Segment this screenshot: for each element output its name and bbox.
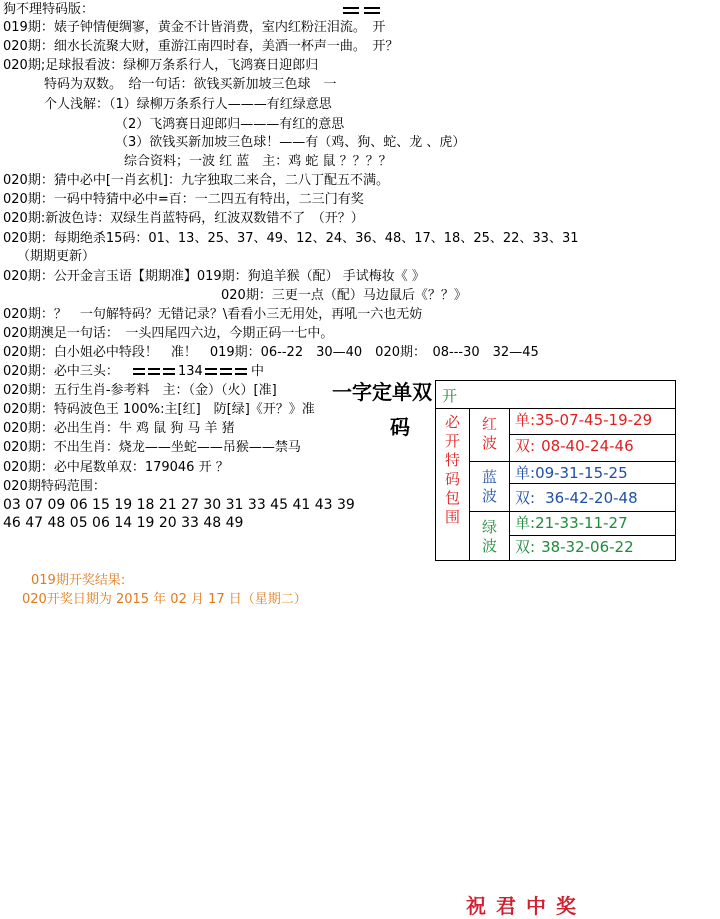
decor-dashes	[364, 7, 380, 14]
footer-blessing: 祝君中奖	[466, 894, 586, 918]
text-line: 020期：三更一点（配）马边鼠后《？？》	[221, 288, 467, 303]
text-line: 020期：特码波色王 100%:主[红] 防[绿]《开？》准	[3, 402, 315, 417]
odd-value: 35-07-45-19-29	[535, 411, 653, 429]
number-row: 46 47 48 05 06 14 19 20 33 48 49	[3, 515, 244, 531]
side-label: 必开特码包围	[436, 409, 470, 560]
text-line: 020期：一码中特猜中必中=百：一二四五有特出，二三门有奖	[3, 192, 364, 207]
text-line: 134	[178, 364, 203, 379]
odd-key: 单:	[515, 464, 536, 482]
table-row	[510, 484, 675, 512]
even-key: 双:	[515, 437, 536, 455]
odd-value: 09-31-15-25	[535, 464, 628, 482]
table-row	[510, 435, 675, 462]
even-key: 双:	[515, 489, 536, 507]
big-label: 码	[390, 415, 410, 439]
text-line: 020期：不出生肖：烧龙——坐蛇——吊猴——禁马	[3, 440, 301, 455]
text-line: 020期:新波色诗：双绿生肖蓝特码，红波双数错不了 （开？）	[3, 211, 364, 226]
text-line: 020期澳足一句话： 一头四尾四六边，今期正码一七中。	[3, 326, 334, 341]
even-value: 08-40-24-46	[541, 437, 634, 455]
text-line: 020期：五行生肖-参考料 主：（金）（火）[准]	[3, 383, 277, 398]
decor-dashes	[133, 368, 145, 375]
result-line: 019期开奖结果:	[31, 573, 126, 588]
table-row	[510, 512, 675, 536]
text-line: 020期：猜中必中[一肖玄机]：九字独取二来合，二八丁配五不满。	[3, 173, 389, 188]
table-header: 开	[442, 387, 458, 405]
big-label: 一字定单双	[332, 380, 432, 404]
odd-key: 单:	[515, 411, 536, 429]
wave-label-green: 绿波	[470, 512, 510, 560]
special-code-table	[435, 380, 676, 561]
decor-dashes	[148, 368, 160, 375]
table-row	[510, 409, 675, 435]
text-line: 020期：必中尾数单双：179046 开 ？	[3, 460, 229, 475]
text-line: 020期：必中三头：	[3, 364, 119, 379]
text-line: 019期：婊子钟情便绸寥，黄金不计皆消费，室内红粉汪泪流。 开	[3, 20, 386, 35]
text-line: 020期：细水长流聚大财，重游江南四时春，美酒一杯声一曲。 开？	[3, 39, 399, 54]
odd-value: 21-33-11-27	[535, 514, 628, 532]
wave-label-red: 红波	[470, 409, 510, 462]
even-key: 双:	[515, 538, 536, 556]
table-row	[510, 536, 675, 560]
decor-dashes	[235, 368, 247, 375]
decor-dashes	[205, 368, 217, 375]
draw-date-line: 020开奖日期为 2015 年 02 月 17 日（星期二）	[22, 592, 307, 607]
text-line: 020期;足球报看波：绿柳万条系行人，飞鸿赛日迎郎归	[3, 58, 319, 73]
text-line: 020期：？ 一句解特码？无错记录？\看看小三无用处，再吼一六也无妨	[3, 307, 423, 322]
text-line: （3）欲钱买新加坡三色球！——有（鸡、狗、蛇、龙 、虎）	[115, 135, 466, 150]
page-title: 狗不理特码版：	[3, 2, 95, 17]
text-line: 020期：每期绝杀15码：01、13、25、37、49、12、24、36、48、17、18、25、22、33、31	[3, 231, 579, 246]
even-value: 36-42-20-48	[545, 489, 638, 507]
text-line: （2）飞鸿赛日迎郎归———有红的意思	[115, 117, 345, 132]
text-line: （期期更新）	[17, 249, 96, 264]
odd-key: 单:	[515, 514, 536, 532]
text-line: 020期特码范围：	[3, 479, 106, 494]
number-row: 03 07 09 06 15 19 18 21 27 30 31 33 45 41 43 39	[3, 497, 355, 513]
text-line: 个人浅解：（1）绿柳万条系行人———有红绿意思	[44, 97, 332, 112]
table-row	[510, 462, 675, 484]
text-line: 020期：公开金言玉语【期期准】019期：狗追羊猴（配） 手试梅妆《 》	[3, 269, 425, 284]
text-line: 综合资料；一波 红 蓝 主：鸡 蛇 鼠 ？？？？	[124, 154, 392, 169]
text-line: 特码为双数。 给一句话：欲钱买新加坡三色球 一	[44, 77, 337, 92]
wave-label-blue: 蓝波	[470, 462, 510, 512]
decor-dashes	[343, 7, 359, 14]
decor-dashes	[220, 368, 232, 375]
text-line: 中	[251, 364, 265, 379]
even-value: 38-32-06-22	[541, 538, 634, 556]
table-header-cell	[436, 381, 675, 409]
decor-dashes	[163, 368, 175, 375]
text-line: 020期：白小姐必中特段！ 准！ 019期：06--22 30—40 020期： 08---30 32—45	[3, 345, 539, 360]
text-line: 020期：必出生肖：牛 鸡 鼠 狗 马 羊 猪	[3, 421, 235, 436]
